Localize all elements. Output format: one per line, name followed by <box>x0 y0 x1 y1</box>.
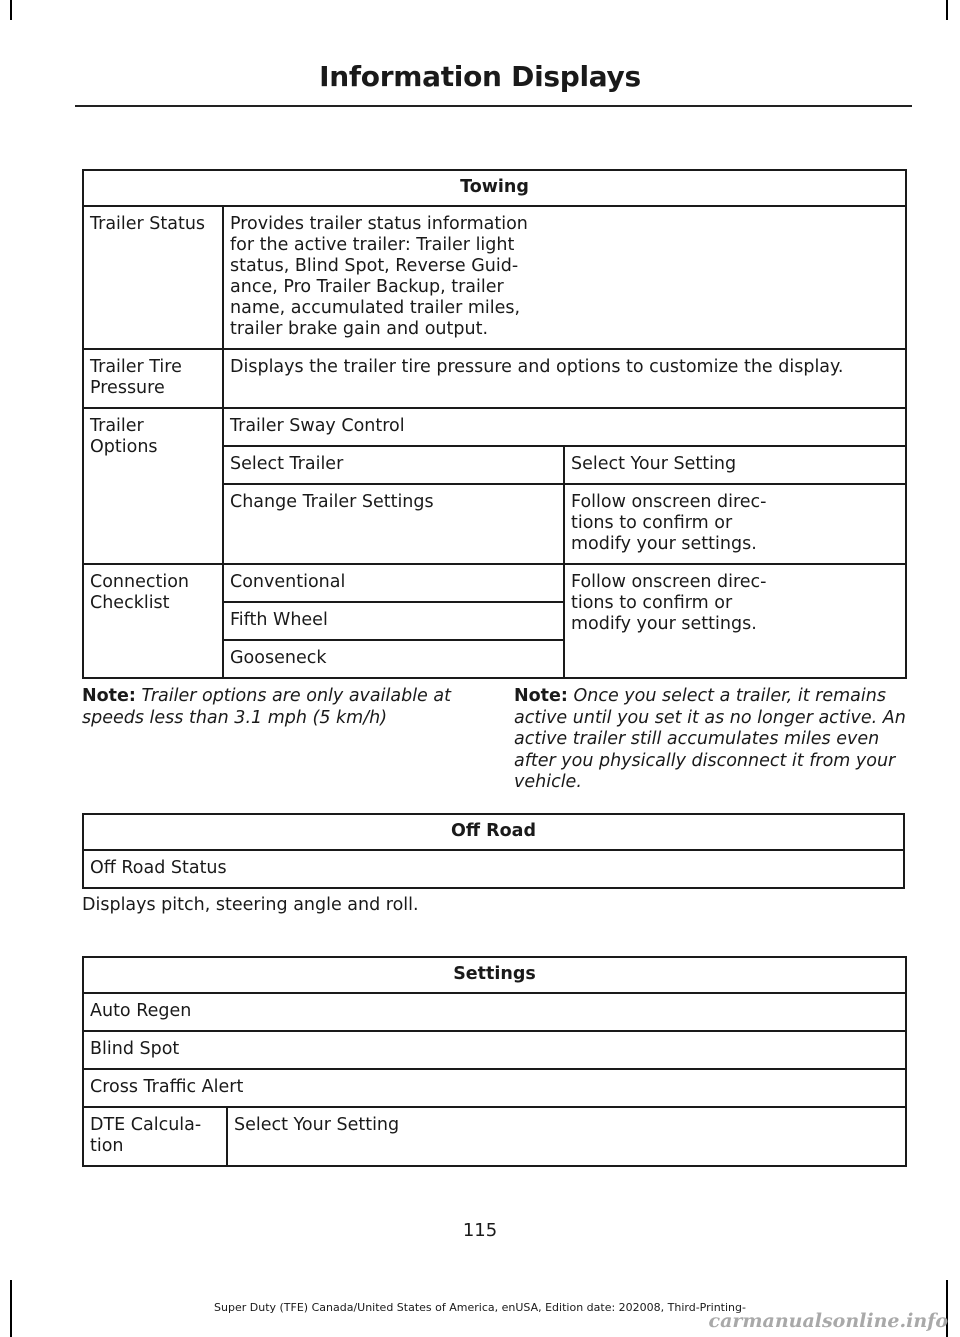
off-road-table <box>82 813 905 889</box>
gooseneck: Gooseneck <box>223 640 564 678</box>
off-road-description: Displays pitch, steering angle and roll. <box>82 895 419 915</box>
towing-table-title: Towing <box>83 170 906 206</box>
change-trailer-settings: Change Trailer Settings <box>223 484 564 564</box>
row-description: Displays the trailer tire pressure and options to customize the display. <box>223 349 906 408</box>
note-text: Trailer options are only available at speeds less than 3.1 mph (5 km/h) <box>82 686 451 728</box>
row-label: Trailer Status <box>83 206 223 349</box>
trailer-status-desc: Provides trailer status information for the active trailer: Trailer light status, Blind Spot, Reverse Guid- ance, Pro Trailer Backup, trailer name, accumulated trailer miles, trailer brake gain and output. <box>230 214 528 339</box>
table-row <box>83 1107 906 1166</box>
towing-table <box>82 169 907 679</box>
row-label <box>83 1107 227 1166</box>
edition-footer: Super Duty (TFE) Canada/United States of America, enUSA, Edition date: 202008, Third-Printing- <box>214 1301 746 1314</box>
dte-calculation-value: Select Your Setting <box>227 1107 906 1166</box>
follow-instructions-text: Follow onscreen direc- tions to confirm or modify your settings. <box>571 492 767 554</box>
auto-regen: Auto Regen <box>83 993 906 1031</box>
trailer-sway-control: Trailer Sway Control <box>223 408 906 446</box>
note-text: Once you select a trailer, it remains active until you set it as no longer active. An active trailer still accumulates miles even after you physically disconnect it from your vehicle. <box>514 686 906 792</box>
row-label: Trailer Tire Pressure <box>83 349 223 408</box>
settings-table <box>82 956 907 1167</box>
note-label: Note: <box>82 686 136 706</box>
row-label: Connection Checklist <box>83 564 223 678</box>
select-your-setting: Select Your Setting <box>564 446 906 484</box>
dte-calculation-label: DTE Calcula- tion <box>90 1115 202 1156</box>
header-divider <box>75 105 912 107</box>
table-row <box>83 408 906 446</box>
follow-instructions-text: Follow onscreen direc- tions to confirm or modify your settings. <box>571 572 767 634</box>
table-row <box>83 349 906 408</box>
watermark: carmanualsonline.info <box>708 1310 948 1332</box>
table-row <box>83 206 906 349</box>
note-label: Note: <box>514 686 568 706</box>
row-label: Trailer Options <box>83 408 223 564</box>
select-trailer: Select Trailer <box>223 446 564 484</box>
table-row <box>83 850 904 888</box>
follow-instructions <box>564 564 906 678</box>
off-road-status: Off Road Status <box>83 850 904 888</box>
table-row <box>83 1069 906 1107</box>
note-right <box>514 686 907 794</box>
cross-traffic-alert: Cross Traffic Alert <box>83 1069 906 1107</box>
table-row <box>83 993 906 1031</box>
page-title: Information Displays <box>319 60 641 93</box>
conventional: Conventional <box>223 564 564 602</box>
page-number: 115 <box>462 1220 498 1241</box>
blind-spot: Blind Spot <box>83 1031 906 1069</box>
fifth-wheel: Fifth Wheel <box>223 602 564 640</box>
crop-mark-top-left <box>10 0 12 20</box>
table-row <box>83 564 906 602</box>
follow-instructions <box>564 484 906 564</box>
crop-mark-top-right <box>946 0 948 20</box>
note-left <box>82 686 477 729</box>
table-row <box>83 1031 906 1069</box>
off-road-table-title: Off Road <box>83 814 904 850</box>
settings-table-title: Settings <box>83 957 906 993</box>
row-description <box>223 206 906 349</box>
